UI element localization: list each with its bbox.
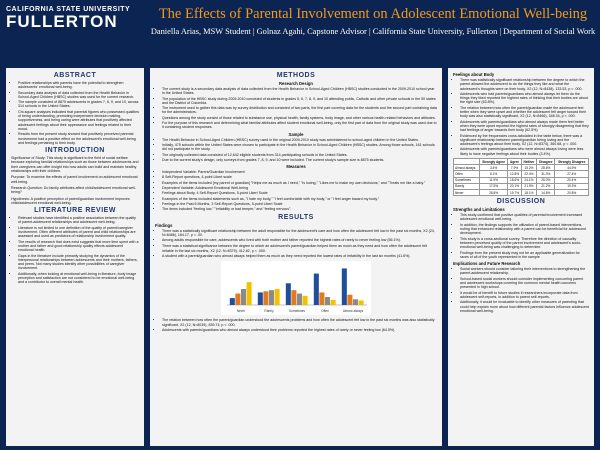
table-cell: Almost always <box>454 165 480 171</box>
x-tick-label: Often <box>321 309 329 314</box>
findings-list-2 <box>155 244 437 258</box>
table-cell: Sometimes <box>454 177 480 183</box>
table-header-cell: Disagree <box>537 159 555 165</box>
chart-bar <box>319 293 324 306</box>
intro-significance: Significance of Study: This study is significant to the field of social welfare because exploring familial relationships such as those between adolescents and their caregivers can offer insight into how adults can build and maintain healthy relationships with their children. <box>11 156 139 174</box>
strengths-list <box>453 213 589 259</box>
list-item: • There was a statistical significance between the degree to which an adolescent's parent/guardian helped them as much as they need and how often the adolescent felt irritable in the last six months, X2 (12, N=8379), 412.82, p < .000. <box>162 244 437 253</box>
table-row <box>454 189 589 195</box>
chart-bar <box>314 274 319 305</box>
university-logo <box>6 6 130 32</box>
list-item: • Adolescents with parents/guardians who were almost always loving were less likely to have negative feelings about their bodies (3.4%). <box>460 147 589 156</box>
chart-bar <box>247 282 252 305</box>
chart-bar <box>297 294 302 305</box>
list-item: • Among adults responsible for care, adolescents who lived with both mother and father reported the highest rates of rarely to never feeling low (56.1%). <box>162 238 437 242</box>
list-item: • Additionally, it would be invaluable to identify other measures of parenting that could help explain more about how different parental factors influence adolescent emotional well-being. <box>460 300 589 313</box>
list-item: • Additionally, when looking at emotional well-being in literature, body image perception and satisfaction are not considered to be emotional well-being and a contributor to overall mental health. <box>18 272 139 285</box>
chart-bar <box>291 290 296 305</box>
table-cell: Rarely <box>454 183 480 189</box>
table-cell: 24.1% <box>521 177 536 183</box>
results-heading: RESULTS <box>278 213 314 221</box>
list-item: • Feelings in the Past 6 Months, 3 Self-Report Questions, 5-point Likert Scale <box>162 202 437 206</box>
chart-bar <box>347 295 352 305</box>
results-bar-chart <box>221 261 371 315</box>
list-item: • For the purpose of this research and determining what familial attributes affect student emotional well-being, only the first part of data from the original study was used due to it containing student responses. <box>162 121 437 130</box>
list-item: • Positive relationships with parents have the potential to strengthen adolescents' emotional well-being. <box>18 81 139 90</box>
list-item: • The items included "feeling low," "irritability or bad temper," and "feeling nervous". <box>162 207 437 211</box>
implications-list <box>453 267 589 313</box>
introduction-heading: INTRODUCTION <box>45 147 105 155</box>
table-cell: 20.4% <box>555 177 589 183</box>
university-name: CALIFORNIA STATE UNIVERSITY <box>6 6 131 13</box>
methods-heading: METHODS <box>276 72 316 79</box>
list-item: • Examples of the items included statements such as, "I hate my body," "I feel comfortable with my body," or "I feel anger toward my body." <box>162 197 437 201</box>
findings-heading: Findings <box>155 222 173 228</box>
list-item: • The originally collected data consisted of 12,642 eligible students from 314 participating schools in the United States. <box>162 153 437 157</box>
x-tick-label: Sometimes <box>289 309 305 314</box>
x-tick-label: Rarely <box>264 309 274 314</box>
list-item: • Initially, 475 schools within the United States were chosen to participate in the Health Behavior in School-Aged Children (HBSC) studies. Among those schools, 161 schools did not participate in the study. <box>162 143 437 152</box>
list-item: • The results of research that does exist suggests that more time spent with a mother and father and good relationship quality effects adolescent emotional health. <box>18 240 139 253</box>
table-cell: 11.9% <box>479 177 508 183</box>
list-item: • This study confirmed that positive qualities of parental involvement increased adolescent emotional well-being. <box>460 213 589 222</box>
findings-list-3 <box>155 318 437 332</box>
list-item: • Findings from the present study may not be an applicable generalization for races of all of the youth represented in the sample <box>460 251 589 260</box>
list-item: • Gaps in the literature include primarily studying the dynamics of the interpersonal relationships between adolescents and their mothers, fathers, and peers. Not many studies identify other possibilities of caregiver involvement. <box>18 254 139 271</box>
table-header-cell: Strongly Disagree <box>555 159 589 165</box>
list-item: • The sample consisted of 8875 adolescents in grades 7, 8, 9, and 10, across 314 schools in the United States. <box>18 100 139 109</box>
table-cell: 26.8% <box>479 189 508 195</box>
table-cell: 20.8% <box>555 189 589 195</box>
list-item: • This study is a cross-sectional survey. Therefore the direction of causality between perceived quality of the parent involvement and adolescent's socio-emotional well-being was challenging to determine. <box>460 237 589 250</box>
table-cell: 44.9% <box>555 165 589 171</box>
list-item: • The instrument used to gather this data was by survey distribution and consisted of two parts, the first part covering data for the students and the second part containing data for the administrators. <box>162 106 437 115</box>
abstract-list <box>11 81 139 145</box>
findings-list-1 <box>155 229 437 243</box>
crosstab-table <box>453 158 589 196</box>
x-tick-label: Never <box>236 309 246 314</box>
table-cell: 22.4% <box>521 171 536 177</box>
design-list <box>155 87 437 130</box>
table-cell: 18.6% <box>508 177 521 183</box>
literature-review-heading: LITERATURE REVIEW <box>34 207 116 215</box>
intro-purpose: Purpose: To examine the effects of parent involvement on adolescent emotional well-being. <box>11 175 138 184</box>
abstract-heading: ABSTRACT <box>53 72 97 79</box>
intro-hypothesis: Hypothesis: A positive perception of parent/guardian involvement improves child/adolescent emotional well-being. <box>11 196 130 205</box>
chart-bar <box>303 296 308 305</box>
list-item: • Evidenced by the frequencies cross-tabulated in the table below, there was a significant relationship between parent/guardian being loving and the adolescent's feelings about their body, X2 (12, N=8374), 360.68, p < .000. <box>460 134 589 147</box>
table-cell: 7.9% <box>508 165 521 171</box>
discussion-heading: DISCUSSION <box>496 198 546 206</box>
table-cell: 17.5% <box>479 183 508 189</box>
table-cell: 28.6% <box>537 165 555 171</box>
chart-bar <box>342 269 347 306</box>
table-cell: 6.1% <box>479 171 508 177</box>
strengths-heading: Strengths and Limitations <box>453 207 505 213</box>
list-item: • Independent Variable: Parent/Guardian Involvement <box>162 170 437 174</box>
x-tick-label: Almost always <box>342 309 364 314</box>
table-header-cell: Strongly Agree <box>479 159 508 165</box>
list-item: • Relevant studies have identified a positive association between the quality of parent-adolescent relationships and adolescent well-being. <box>18 216 139 225</box>
list-item: • Feelings about Body, 4 Self-Report Questions, 5-point Likert Scale <box>162 191 437 195</box>
list-item: • School-based social workers should consider implementing concurring parent and adolescent workshops covering the common mental health concerns presented in high school. <box>460 277 589 290</box>
chart-bar <box>241 289 246 305</box>
table-cell: Often <box>454 171 480 177</box>
intro-question: Research Question: Do family attributes affect child/adolescent emotional well-being? <box>11 185 136 195</box>
table-cell: 18.1% <box>521 189 536 195</box>
list-item: • Adolescents with parents/guardians who almost always understood their problems reported the highest rates of rarely or never feeling low (64.5%). <box>162 328 437 332</box>
list-item: • Results from the present study showed that positively perceived parental involvement had a positive effect on the adolescent's emotional well-being and feelings pertaining to their body. <box>18 132 139 145</box>
chart-bar <box>286 284 291 306</box>
list-item: • Secondary data analysis of data collected from the Health Behavior in School-Aged Children (HBSC) studies was used for the current research. <box>18 91 139 100</box>
chart-bar <box>269 290 274 305</box>
chart-bar <box>331 300 336 305</box>
middle-column <box>150 68 442 446</box>
list-item: • The current study is a secondary data analysis of data collected from the Health Behavior in School-Aged Children (HBSC) studies conducted in the 2009-2010 school year in the United States. <box>162 87 437 96</box>
table-header-cell: Neither <box>521 159 536 165</box>
implications-heading: Implications and Future Research <box>453 261 521 267</box>
list-item: • Questions among the study consist of those related to substance use, physical health, family systems, body image, and other various health-related behaviors and attitudes. <box>162 116 437 120</box>
research-design-heading: Research Design <box>279 81 313 86</box>
table-cell: 21.2% <box>537 183 555 189</box>
poster-authors: Daniella Arias, MSW Student | Golnaz Agahi, Capstone Advisor | California State University, Fullerton | Department of Social Work <box>150 27 596 36</box>
list-item: • Due to the current study's design, only surveys from grades 7, 8, 9, and 10 were included. The current study's sample size is 8875 students. <box>162 158 437 162</box>
literature-list <box>11 216 139 284</box>
chart-bar <box>325 297 330 305</box>
poster-title: The Effects of Parental Involvement on Adolescent Emotional Well-being <box>158 6 588 22</box>
table-cell: Never <box>454 189 480 195</box>
table-cell: 21.9% <box>521 183 536 189</box>
list-item: • In addition, the findings supports the utilization of parent-based interventions, noting that enhanced relationship with a parent can be beneficial for adolescent development. <box>460 223 589 236</box>
chart-bar <box>359 301 364 306</box>
list-item: • Adolescents with parents/guardians who almost always made them feel better when they were upset reported the highest rates of strongly disagreeing that they had feelings of anger towards their body (62.5%) <box>460 120 589 133</box>
table-cell: 19.7% <box>508 189 521 195</box>
list-item: • The population of the HBSC study during 2009-2010 consisted of students in grades 5, 6, 7, 8, 9, and 10 attending public, Catholic and other private schools in the 50 states and the District of Columbia. <box>162 97 437 106</box>
list-item: • The Health Behavior in School-Aged Children (HBSC) survey used in the original 2009-2010 study was administered to school-aged children in the United States. <box>162 138 437 142</box>
list-item: • There was statistically significant relationship between the degree to which the parent allowed the adolescent to do the things they like and what the adolescent's thoughts were on their body, X2 (12, N=8438), 133.53, p < .000. <box>460 78 589 91</box>
measures-list <box>155 170 437 211</box>
chart-bar <box>263 292 268 306</box>
list-item: • The relation between how often the parent/guardian understood the adolescents problems and how often the adolescent felt low in the past six months was also statistically significant, X2 (12, N=8039), 839.74, p < .000. <box>162 318 437 327</box>
table-cell: 14.6% <box>537 189 555 195</box>
chart-bar <box>230 298 235 305</box>
list-item: • Examples of the items included [my parent or guardian] "Helps me as much as I need," "Is loving," "Likes me to make my own decisions," and "Treats me like a baby." <box>162 181 437 185</box>
body-feelings-heading: Feelings about Body <box>453 72 495 77</box>
chart-bar <box>275 289 280 305</box>
right-column <box>448 68 594 446</box>
table-cell: 31.3% <box>537 171 555 177</box>
list-item: • Literature is not limited to one definition of the quality of parent/caregiver involvement. Often different attributes of parent and child relationships are assessed and used as predictors of relationship involvement quality. <box>18 226 139 239</box>
chart-bar <box>258 293 263 306</box>
list-item: • It would be of benefit to future studies if researchers incorporate data from adolescent self-reports, in addition to parent self-reports. <box>460 291 589 300</box>
list-item: • The relation between how often the parent/guardian made the adolescent feel better when they were upset and whether the adolescent felt anger toward their body was also statistically significant, X2 (12, N=8466), 348.34, p < .000. <box>460 106 589 119</box>
body-feelings-list <box>453 78 589 156</box>
measures-heading: Measures <box>286 164 306 170</box>
table-cell: 3.4% <box>479 165 508 171</box>
table-cell: 20.1% <box>508 183 521 189</box>
table-cell: 15.2% <box>521 165 536 171</box>
table-header-cell: Agree <box>508 159 521 165</box>
list-item: • A student with a parent/guardian who almost always helped them as much as they need reported the lowest rates of irritability in the last six months (41.6%). <box>162 254 437 258</box>
chart-bar <box>235 294 240 305</box>
table-cell: 12.8% <box>508 171 521 177</box>
list-item: • Adolescents who had parents/guardians who almost always let them do the things they liked reported the highest rates of thinking that their bodies are about the right size (63.8%). <box>460 92 589 105</box>
list-item: • Chi-square analyses indicated that parental figures who possessed qualities of being understanding, promoting independent decision making, supportiveness, and being caring were attributes that positively affected adolescent feelings about their appearance and feelings related to their mood. <box>18 110 139 131</box>
table-cell: 19.3% <box>555 183 589 189</box>
list-item: • Social workers should consider tailoring their interventions to strengthening the parent-adolescent relationship. <box>460 267 589 276</box>
chart-bar <box>353 300 358 306</box>
list-item: • 8 Self-Report questions, 4-point Likert scale <box>162 175 437 179</box>
table-cell: 25.0% <box>537 177 555 183</box>
sample-heading: Sample <box>288 131 304 137</box>
list-item: • Dependent Variable: Adolescent Emotional Well-being <box>162 186 437 190</box>
campus-name: FULLERTON <box>6 12 118 31</box>
list-item: • There was a statistically significant relationship between the adult responsible for the adolescent's care and how often the adolescent felt low in the past six months, X2 (24, N=8486), 164.17, p < .00. <box>162 229 437 238</box>
poster-header <box>0 0 600 56</box>
left-column <box>6 68 144 446</box>
sample-list <box>155 138 437 162</box>
table-cell: 27.4% <box>555 171 589 177</box>
